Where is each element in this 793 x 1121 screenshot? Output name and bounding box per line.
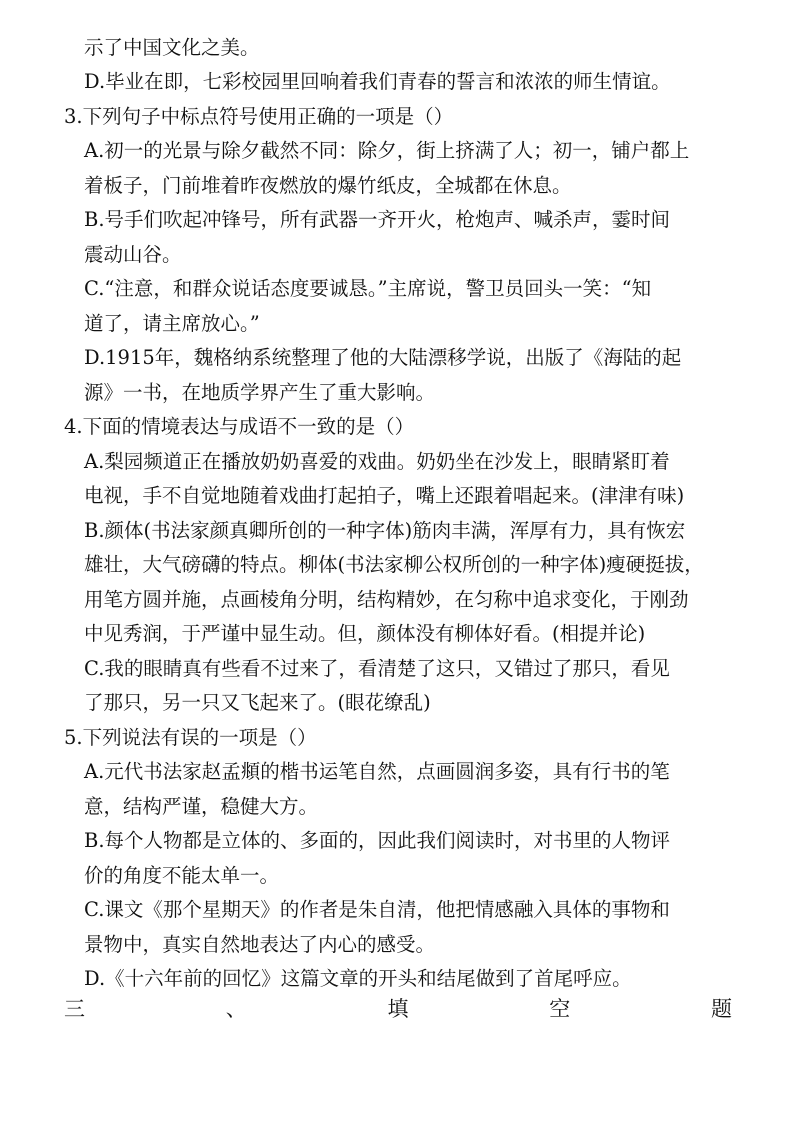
q5-option-b: B.每个人物都是立体的、多面的，因此我们阅读时，对书里的人物评 bbox=[84, 829, 671, 852]
q4-option-a-cont: 电视，手不自觉地随着戏曲打起拍子，嘴上还跟着唱起来。(津津有味) bbox=[84, 484, 685, 507]
section-heading-fill-in-blanks bbox=[64, 992, 732, 1026]
question-4: 4.下面的情境表达与成语不一致的是（） bbox=[64, 415, 415, 438]
q4-option-b-cont-3: 中见秀润，于严谨中显生动。但，颜体没有柳体好看。(相提并论) bbox=[84, 622, 646, 645]
q5-option-a-cont: 意，结构严谨，稳健大方。 bbox=[84, 795, 319, 818]
question-5: 5.下列说法有误的一项是（） bbox=[64, 726, 317, 749]
section-heading-char: 题 bbox=[711, 997, 732, 1021]
q4-option-c: C.我的眼睛真有些看不过来了，看清楚了这只，又错过了那只，看见 bbox=[84, 657, 670, 680]
q3-option-c-cont: 道了，请主席放心。” bbox=[84, 312, 260, 335]
q3-option-b: B.号手们吹起冲锋号，所有武器一齐开火，枪炮声、喊杀声，霎时间 bbox=[84, 208, 671, 231]
q3-option-a: A.初一的光景与除夕截然不同：除夕，街上挤满了人；初一，铺户都上 bbox=[84, 139, 690, 162]
q4-option-b-cont-2: 用笔方圆并施，点画棱角分明，结构精妙，在匀称中追求变化，于刚劲 bbox=[84, 588, 689, 611]
q5-option-c: C.课文《那个星期天》的作者是朱自清，他把情感融入具体的事物和 bbox=[84, 898, 670, 921]
question-3: 3.下列句子中标点符号使用正确的一项是（） bbox=[64, 105, 454, 128]
q5-option-a: A.元代书法家赵孟頫的楷书运笔自然，点画圆润多姿，具有行书的笔 bbox=[84, 760, 670, 783]
q4-option-b-cont-1: 雄壮，大气磅礴的特点。柳体(书法家柳公权所创的一种字体)瘦硬挺拔， bbox=[84, 553, 704, 576]
q5-option-b-cont: 价的角度不能太单一。 bbox=[84, 864, 280, 887]
section-heading-char: 空 bbox=[549, 997, 571, 1021]
q4-option-a: A.梨园频道正在播放奶奶喜爱的戏曲。奶奶坐在沙发上，眼睛紧盯着 bbox=[84, 450, 670, 473]
q5-option-d: D.《十六年前的回忆》这篇文章的开头和结尾做到了首尾呼应。 bbox=[84, 967, 632, 990]
line-continuation: 示了中国文化之美。 bbox=[84, 36, 260, 59]
section-heading-char: 三 bbox=[64, 997, 85, 1021]
q3-option-d: D.1915年，魏格纳系统整理了他的大陆漂移学说，出版了《海陆的起 bbox=[84, 346, 682, 369]
q2-option-d: D.毕业在即，七彩校园里回响着我们青春的誓言和浓浓的师生情谊。 bbox=[84, 70, 671, 93]
q4-option-c-cont: 了那只，另一只又飞起来了。(眼花缭乱) bbox=[84, 691, 431, 714]
section-heading-char: 、 bbox=[225, 997, 247, 1021]
section-heading-char: 填 bbox=[387, 997, 409, 1021]
q3-option-c: C.“注意，和群众说话态度要诚恳。”主席说，警卫员回头一笑：“知 bbox=[84, 277, 652, 300]
q3-option-b-cont: 震动山谷。 bbox=[84, 243, 182, 266]
q4-option-b: B.颜体(书法家颜真卿所创的一种字体)筋肉丰满，浑厚有力，具有恢宏 bbox=[84, 519, 686, 542]
q5-option-c-cont: 景物中，真实自然地表达了内心的感受。 bbox=[84, 933, 436, 956]
q3-option-a-cont: 着板子，门前堆着昨夜燃放的爆竹纸皮，全城都在休息。 bbox=[84, 174, 572, 197]
q3-option-d-cont: 源》一书，在地质学界产生了重大影响。 bbox=[84, 381, 436, 404]
